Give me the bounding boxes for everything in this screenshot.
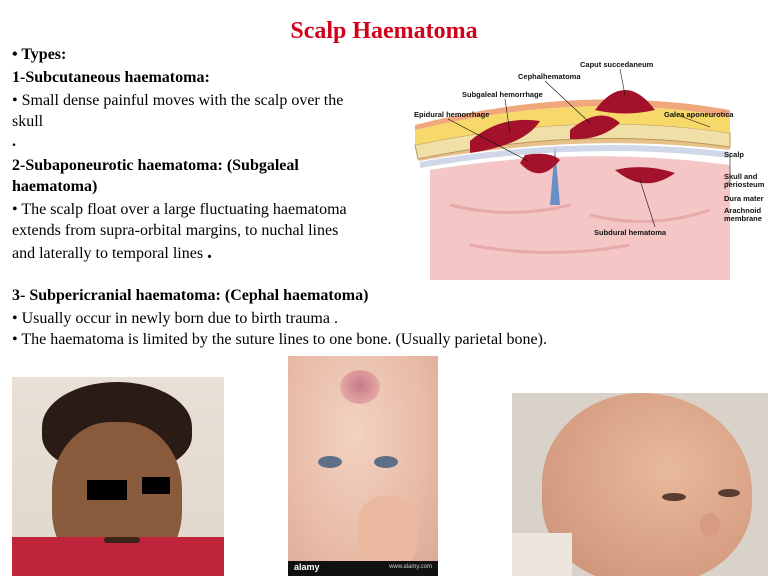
label-epidural-hemorrhage: Epidural hemorrhage [414,110,490,119]
label-membrane: membrane [724,214,762,223]
newborn-nose [700,513,720,537]
label-skull-and: Skull and [724,172,758,181]
blanket [512,533,572,576]
label-subdural-hematoma: Subdural hematoma [594,228,667,237]
footer-brand: alamy [294,562,320,572]
label-cephalhematoma: Cephalhematoma [518,72,581,81]
stray-dot: . [12,133,16,150]
section-2-heading-line-2: haematoma) [12,178,98,195]
newborn-eye-right [718,489,740,497]
footer-url: www.alamy.com [389,564,432,570]
section-1-bullet-line-2: skull [12,113,44,130]
scalp-hematoma-diagram [410,55,768,280]
label-periosteum: periosteum [724,180,765,189]
eye-censor-bar-left [87,480,127,500]
section-3-heading: 3- Subpericranial haematoma: (Cephal haematoma) [12,287,369,304]
newborn-head [542,393,752,576]
photo-toddler [288,356,438,576]
label-galea-aponeurotica: Galea aponeurotica [664,110,734,119]
section-1-bullet-line-1: • Small dense painful moves with the scalp over the [12,92,344,109]
section-2-bullet-line-2: extends from supra-orbital margins, to nuchal lines [12,222,339,239]
label-subgaleal-hemorrhage: Subgaleal hemorrhage [462,90,543,99]
section-2-bullet-line-3-text: and laterally to temporal lines [12,245,204,262]
section-1-heading: 1-Subcutaneous haematoma: [12,69,210,86]
mustache [104,537,140,543]
label-arachnoid: Arachnoid [724,206,762,215]
section-2-bullet-line-3 [12,242,212,264]
forehead-lump [340,370,380,404]
types-heading: • Types: [12,46,67,63]
section-2-bullet-line-1: • The scalp float over a large fluctuating haematoma [12,201,347,218]
photo-young-man [12,377,224,576]
section-3-bullet-1: • Usually occur in newly born due to birth trauma . [12,310,338,327]
photo-newborn [512,393,768,576]
section-2-bullet-end-dot: . [207,241,213,263]
toddler-hand [358,496,418,568]
eye-censor-bar-right [142,477,170,494]
page-title: Scalp Haematoma [290,18,478,44]
label-scalp: Scalp [724,150,745,159]
toddler-eye-left [318,456,342,468]
toddler-eye-right [374,456,398,468]
section-2-heading-line-1: 2-Subaponeurotic haematoma: (Subgaleal [12,157,299,174]
newborn-eye-left [662,493,686,501]
label-dura-mater: Dura mater [724,194,764,203]
section-3-bullet-2: • The haematoma is limited by the suture lines to one bone. (Usually parietal bone). [12,331,547,348]
photo-footer-bar [288,561,438,576]
label-caput-succedaneum: Caput succedaneum [580,60,654,69]
